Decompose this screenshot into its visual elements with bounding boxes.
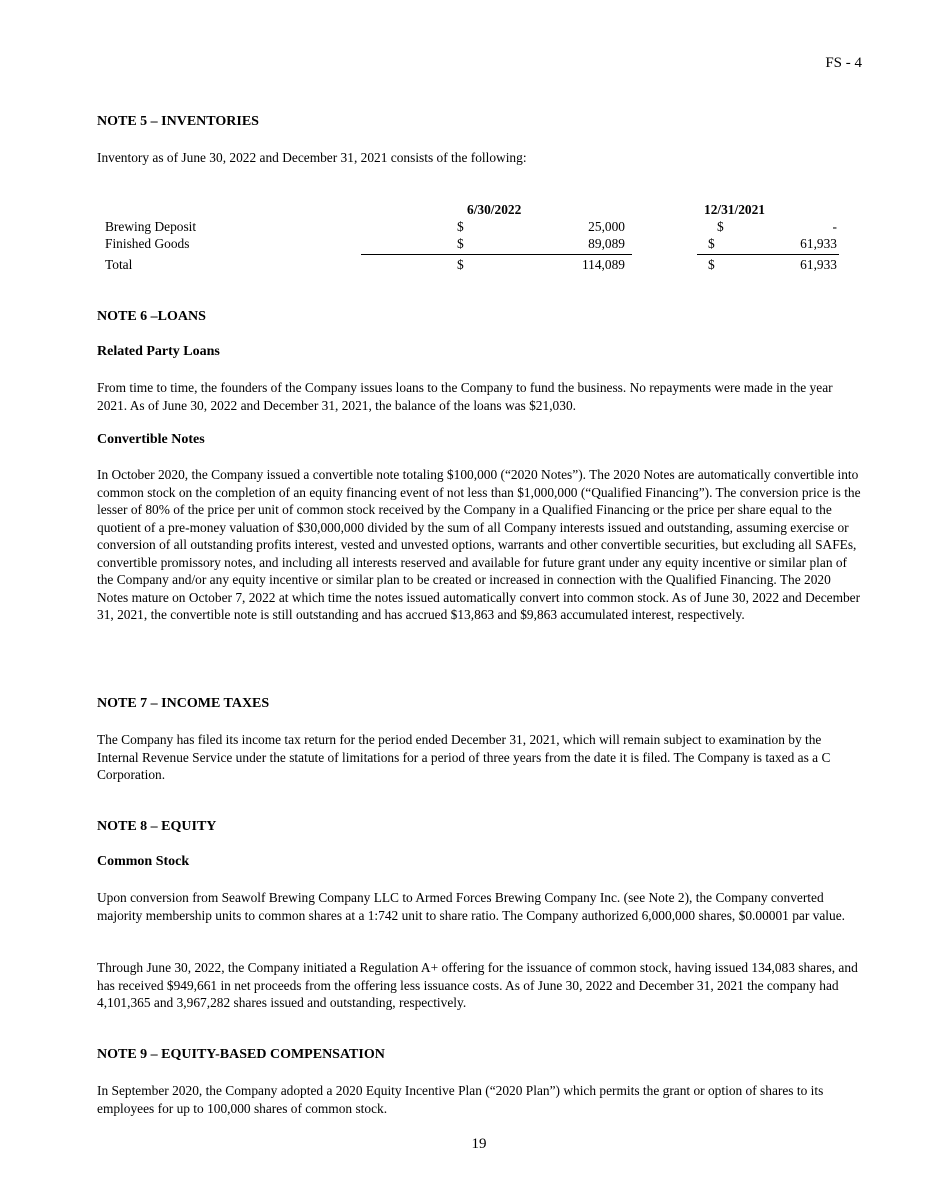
note6-convertible-paragraph: In October 2020, the Company issued a convertible note totaling $100,000 (“2020 Notes”). The 2020 Notes are automatically convertible into common stock on the completion of an equity financing event of not less than $1,000,000 (“Qualified Financing”). The conversion price is the lesser of 80% of the price per unit of common stock received by the Company in a Qualified Financing or the price per share equal to the quotient of a pre-money valuation of $30,000,000 divided by the sum of all Company interests issued and outstanding, assuming exercise or conversion of all outstanding profits interest, vested and unvested options, warrants and other convertible securities, but excluding all SAFEs, convertible promissory notes, and including all interests reserved and available for future grant under any equity incentive or similar plan of the Company and/or any equity incentive or similar plan to be created or increased in connection with the Qualified Financing. The 2020 Notes mature on October 7, 2022 at which time the notes issued automatically convert into common stock. As of June 30, 2022 and December 31, 2021, the convertible note is still outstanding and has accrued $13,863 and $9,863 accumulated interest, respectively. bbox=[97, 467, 861, 622]
note5-intro: Inventory as of June 30, 2022 and December 31, 2021 consists of the following: bbox=[97, 150, 527, 165]
value-finished-goods-2021: 61,933 bbox=[800, 236, 837, 251]
note8-paragraph-1: Upon conversion from Seawolf Brewing Company LLC to Armed Forces Brewing Company Inc. (see Note 2), the Company converted majority membership units to common shares at a 1:742 unit to share ratio. The Company authorized 6,000,000 shares, $0.00001 par value. bbox=[97, 890, 845, 923]
value-finished-goods-2022: 89,089 bbox=[588, 236, 625, 251]
table-header-12-31-2021: 12/31/2021 bbox=[704, 202, 766, 217]
related-party-loans-heading: Related Party Loans bbox=[97, 344, 220, 359]
currency-symbol: $ bbox=[717, 219, 724, 234]
note8-heading: NOTE 8 – EQUITY bbox=[97, 819, 217, 834]
convertible-notes-heading: Convertible Notes bbox=[97, 432, 205, 447]
table-header-6-30-2022: 6/30/2022 bbox=[467, 202, 522, 217]
row-label-total: Total bbox=[105, 257, 133, 272]
note5-heading: NOTE 5 – INVENTORIES bbox=[97, 114, 259, 129]
value-brewing-deposit-2022: 25,000 bbox=[588, 219, 625, 234]
note6-loans-paragraph: From time to time, the founders of the Company issues loans to the Company to fund the business. No repayments were made in the year 2021. As of June 30, 2022 and December 31, 2021, the balance of the loans was $21,030. bbox=[97, 380, 833, 413]
note9-paragraph: In September 2020, the Company adopted a 2020 Equity Incentive Plan (“2020 Plan”) which permits the grant or option of shares to its employees for up to 100,000 shares of common stock. bbox=[97, 1083, 824, 1116]
value-total-2022: 114,089 bbox=[581, 257, 625, 272]
note6-heading: NOTE 6 –LOANS bbox=[97, 309, 206, 324]
common-stock-heading: Common Stock bbox=[97, 854, 190, 869]
value-total-2021: 61,933 bbox=[800, 257, 837, 272]
value-brewing-deposit-2021: - bbox=[832, 219, 837, 234]
page-reference: FS - 4 bbox=[825, 55, 862, 71]
page-number: 19 bbox=[471, 1136, 487, 1152]
note9-heading: NOTE 9 – EQUITY-BASED COMPENSATION bbox=[97, 1047, 385, 1062]
row-label-finished-goods: Finished Goods bbox=[105, 236, 190, 251]
currency-symbol: $ bbox=[708, 257, 715, 272]
currency-symbol: $ bbox=[708, 236, 715, 251]
table-rule bbox=[697, 254, 839, 255]
note7-heading: NOTE 7 – INCOME TAXES bbox=[97, 696, 270, 711]
currency-symbol: $ bbox=[457, 257, 464, 272]
note7-paragraph: The Company has filed its income tax return for the period ended December 31, 2021, which will remain subject to examination by the Internal Revenue Service under the statute of limitations for a period of three years from the date it is filed. The Company is taxed as a C Corporation. bbox=[97, 732, 831, 782]
inventory-table bbox=[97, 200, 857, 280]
row-label-brewing-deposit: Brewing Deposit bbox=[105, 219, 197, 234]
currency-symbol: $ bbox=[457, 219, 464, 234]
note8-paragraph-2: Through June 30, 2022, the Company initiated a Regulation A+ offering for the issuance of common stock, having issued 134,083 shares, and has received $949,661 in net proceeds from the offering less issuance costs. As of June 30, 2022 and December 31, 2021 the company had 4,101,365 and 3,967,282 shares issued and outstanding, respectively. bbox=[97, 960, 858, 1010]
currency-symbol: $ bbox=[457, 236, 464, 251]
table-rule bbox=[361, 254, 632, 255]
